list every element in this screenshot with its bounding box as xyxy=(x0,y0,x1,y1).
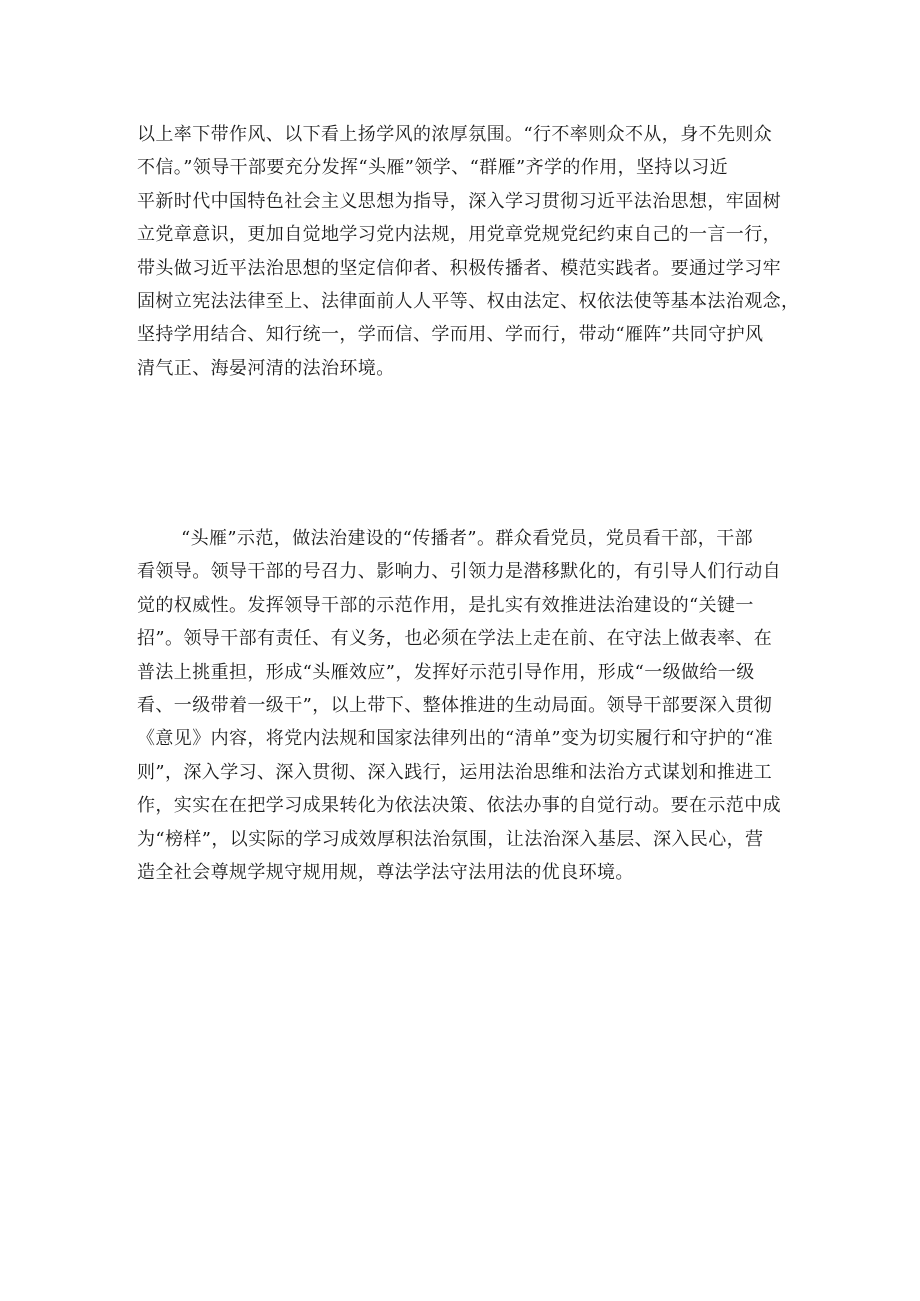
paragraph-1 xyxy=(137,118,800,385)
paragraph-line: 固树立宪法法律至上、法律面前人人平等、权由法定、权依法使等基本法治观念， xyxy=(137,290,800,312)
paragraph-2 xyxy=(137,522,791,889)
paragraph-line: 不信。”领导干部要充分发挥“头雁”领学、“群雁”齐学的作用，坚持以习近 xyxy=(137,157,729,179)
paragraph-line: 招”。领导干部有责任、有义务，也必须在学法上走在前、在守法上做表率、在 xyxy=(137,628,773,650)
paragraph-line: 看、一级带着一级干”，以上带下、整体推进的生动局面。领导干部要深入贯彻 xyxy=(137,694,773,716)
paragraph-line: 为“榜样”，以实际的学习成效厚积法治氛围，让法治深入基层、深入民心，营 xyxy=(137,828,764,850)
paragraph-line: 平新时代中国特色社会主义思想为指导，深入学习贯彻习近平法治思想，牢固树 xyxy=(137,190,781,212)
paragraph-line: 立党章意识，更加自觉地学习党内法规，用党章党规党纪约束自己的一言一行， xyxy=(137,224,781,246)
paragraph-line: 带头做习近平法治思想的坚定信仰者、积极传播者、模范实践者。要通过学习牢 xyxy=(137,257,781,279)
paragraph-line: 《意见》内容，将党内法规和国家法律列出的“清单”变为切实履行和守护的“准 xyxy=(137,728,774,750)
paragraph-line: 坚持学用结合、知行统一，学而信、学而用、学而行，带动“雁阵”共同守护风 xyxy=(137,324,764,346)
paragraph-line: 普法上挑重担，形成“头雁效应”，发挥好示范引导作用，形成“一级做给一级 xyxy=(137,661,755,683)
paragraph-line: 造全社会尊规学规守规用规，尊法学法守法用法的优良环境。 xyxy=(137,861,634,883)
paragraph-line: 清气正、海晏河清的法治环境。 xyxy=(137,357,395,379)
paragraph-line: 以上率下带作风、以下看上扬学风的浓厚氛围。“行不率则众不从，身不先则众 xyxy=(137,124,773,145)
paragraph-line: 则”，深入学习、深入贯彻、深入践行，运用法治思维和法治方式谋划和推进工 xyxy=(137,761,773,783)
paragraph-line: 觉的权威性。发挥领导干部的示范作用，是扎实有效推进法治建设的“关键一 xyxy=(137,594,754,616)
paragraph-line: 作，实实在在把学习成果转化为依法决策、依法办事的自觉行动。要在示范中成 xyxy=(137,795,781,817)
paragraph-line: “头雁”示范，做法治建设的“传播者”。群众看党员，党员看干部，干部 xyxy=(181,528,754,549)
paragraph-line: 看领导。领导干部的号召力、影响力、引领力是潜移默化的，有引导人们行动自 xyxy=(137,561,781,583)
